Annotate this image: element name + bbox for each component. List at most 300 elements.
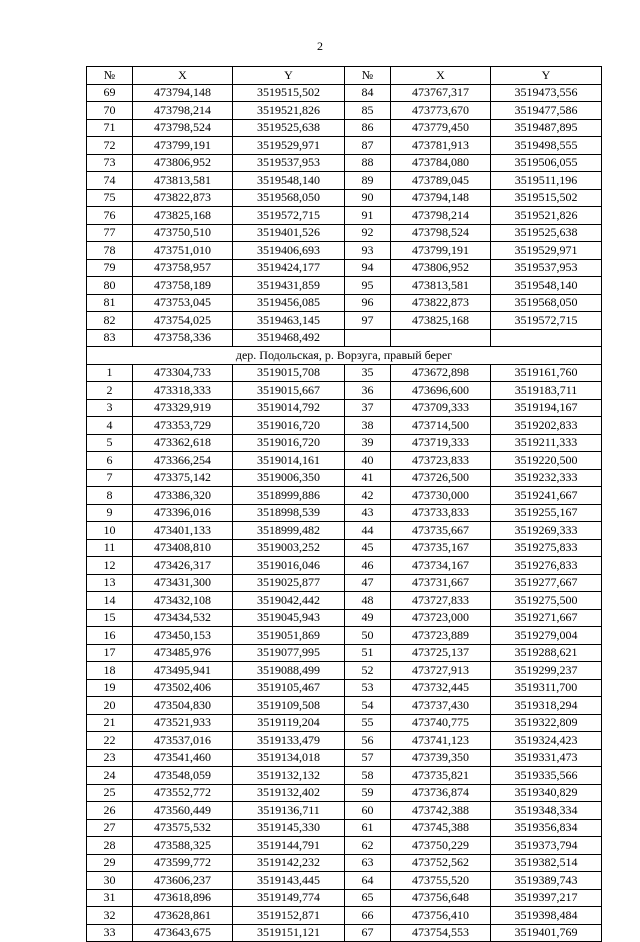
table-cell: 82 bbox=[87, 312, 133, 330]
table-cell: 473375,142 bbox=[133, 469, 233, 487]
table-cell: 473745,388 bbox=[391, 819, 491, 837]
table-cell: 63 bbox=[345, 854, 391, 872]
table-cell: 3519003,252 bbox=[233, 539, 345, 557]
table-row bbox=[87, 609, 602, 627]
table-row bbox=[87, 662, 602, 680]
table-cell: 3 bbox=[87, 399, 133, 417]
table-cell: 473643,675 bbox=[133, 924, 233, 942]
table-cell: 473750,229 bbox=[391, 837, 491, 855]
table-row bbox=[87, 154, 602, 172]
table-row bbox=[87, 504, 602, 522]
table-cell: 473401,133 bbox=[133, 522, 233, 540]
table-cell: 3519506,055 bbox=[491, 154, 602, 172]
table-cell: 473408,810 bbox=[133, 539, 233, 557]
table-cell: 3519142,232 bbox=[233, 854, 345, 872]
table-cell: 3518999,886 bbox=[233, 487, 345, 505]
table-cell: 473353,729 bbox=[133, 417, 233, 435]
table-cell: 8 bbox=[87, 487, 133, 505]
table-row bbox=[87, 277, 602, 295]
table-cell: 473727,833 bbox=[391, 592, 491, 610]
table-cell: 57 bbox=[345, 749, 391, 767]
table-cell: 55 bbox=[345, 714, 391, 732]
table-cell: 3519487,895 bbox=[491, 119, 602, 137]
table-cell: 473560,449 bbox=[133, 802, 233, 820]
table-cell: 473723,000 bbox=[391, 609, 491, 627]
table-cell: 76 bbox=[87, 207, 133, 225]
table-cell: 3519132,402 bbox=[233, 784, 345, 802]
table-row bbox=[87, 854, 602, 872]
block1-rows bbox=[87, 84, 602, 347]
table-cell: 473799,191 bbox=[391, 242, 491, 260]
table-cell: 3519275,500 bbox=[491, 592, 602, 610]
table-row bbox=[87, 102, 602, 120]
table-cell: 3519401,769 bbox=[491, 924, 602, 942]
table-cell: 473366,254 bbox=[133, 452, 233, 470]
table-row bbox=[87, 172, 602, 190]
table-cell: 473798,524 bbox=[391, 224, 491, 242]
table-cell: 3519109,508 bbox=[233, 697, 345, 715]
table-row bbox=[87, 732, 602, 750]
table-cell: 33 bbox=[87, 924, 133, 942]
table-cell: 473806,952 bbox=[391, 259, 491, 277]
table-cell: 11 bbox=[87, 539, 133, 557]
table-cell: 473495,941 bbox=[133, 662, 233, 680]
table-row bbox=[87, 312, 602, 330]
table-cell: 3519077,995 bbox=[233, 644, 345, 662]
table-cell: 3519051,869 bbox=[233, 627, 345, 645]
table-cell: 47 bbox=[345, 574, 391, 592]
table-cell: 3519511,196 bbox=[491, 172, 602, 190]
table-row bbox=[87, 697, 602, 715]
table-cell: 3519572,715 bbox=[491, 312, 602, 330]
table-cell bbox=[391, 329, 491, 347]
table-row bbox=[87, 364, 602, 382]
table-cell: 3519134,018 bbox=[233, 749, 345, 767]
column-header: X bbox=[133, 67, 233, 85]
table-cell: 65 bbox=[345, 889, 391, 907]
table-cell: 3519014,792 bbox=[233, 399, 345, 417]
table-cell: 3519498,555 bbox=[491, 137, 602, 155]
table-cell: 473756,410 bbox=[391, 907, 491, 925]
table-cell: 92 bbox=[345, 224, 391, 242]
table-cell: 3519340,829 bbox=[491, 784, 602, 802]
table-cell: 473618,896 bbox=[133, 889, 233, 907]
table-cell: 3519572,715 bbox=[233, 207, 345, 225]
table-cell: 473732,445 bbox=[391, 679, 491, 697]
table-cell: 3519288,621 bbox=[491, 644, 602, 662]
table-cell: 473548,059 bbox=[133, 767, 233, 785]
table-cell: 74 bbox=[87, 172, 133, 190]
table-cell: 473741,123 bbox=[391, 732, 491, 750]
table-cell: 90 bbox=[345, 189, 391, 207]
table-row bbox=[87, 714, 602, 732]
table-cell: 3519194,167 bbox=[491, 399, 602, 417]
table-cell: 3519431,859 bbox=[233, 277, 345, 295]
table-cell: 473714,500 bbox=[391, 417, 491, 435]
table-cell: 3519525,638 bbox=[233, 119, 345, 137]
table-cell: 25 bbox=[87, 784, 133, 802]
table-cell: 473588,325 bbox=[133, 837, 233, 855]
table-cell: 3519348,334 bbox=[491, 802, 602, 820]
table-cell: 3519548,140 bbox=[491, 277, 602, 295]
table-cell: 473450,153 bbox=[133, 627, 233, 645]
table-cell: 3519537,953 bbox=[491, 259, 602, 277]
table-cell: 3519468,492 bbox=[233, 329, 345, 347]
table-cell: 473784,080 bbox=[391, 154, 491, 172]
table-cell: 3519276,833 bbox=[491, 557, 602, 575]
table-cell: 3519324,423 bbox=[491, 732, 602, 750]
table-cell: 473537,016 bbox=[133, 732, 233, 750]
table-cell: 473781,913 bbox=[391, 137, 491, 155]
table-row bbox=[87, 889, 602, 907]
table-row bbox=[87, 574, 602, 592]
table-cell: 3519529,971 bbox=[491, 242, 602, 260]
table-cell: 3519521,826 bbox=[491, 207, 602, 225]
table-row bbox=[87, 242, 602, 260]
table-cell: 473318,333 bbox=[133, 382, 233, 400]
table-cell: 3519143,445 bbox=[233, 872, 345, 890]
table-cell: 3519016,720 bbox=[233, 434, 345, 452]
table-cell: 67 bbox=[345, 924, 391, 942]
table-cell: 473362,618 bbox=[133, 434, 233, 452]
table-cell: 473739,350 bbox=[391, 749, 491, 767]
table-cell: 16 bbox=[87, 627, 133, 645]
table-row bbox=[87, 207, 602, 225]
table-cell: 473329,919 bbox=[133, 399, 233, 417]
table-cell: 473386,320 bbox=[133, 487, 233, 505]
table-cell: 91 bbox=[345, 207, 391, 225]
table-cell: 3519568,050 bbox=[233, 189, 345, 207]
table-cell: 3519548,140 bbox=[233, 172, 345, 190]
table-row bbox=[87, 644, 602, 662]
table-row bbox=[87, 837, 602, 855]
table-cell: 473726,500 bbox=[391, 469, 491, 487]
table-cell: 19 bbox=[87, 679, 133, 697]
table-cell: 3519202,833 bbox=[491, 417, 602, 435]
table-row bbox=[87, 924, 602, 942]
table-cell: 473304,733 bbox=[133, 364, 233, 382]
table-cell: 473606,237 bbox=[133, 872, 233, 890]
section-title-row bbox=[87, 347, 602, 365]
column-header: X bbox=[391, 67, 491, 85]
table-cell: 3519525,638 bbox=[491, 224, 602, 242]
table-cell: 50 bbox=[345, 627, 391, 645]
table-cell: 473599,772 bbox=[133, 854, 233, 872]
table-cell: 3519277,667 bbox=[491, 574, 602, 592]
table-cell: 3519335,566 bbox=[491, 767, 602, 785]
table-cell: 37 bbox=[345, 399, 391, 417]
table-cell: 14 bbox=[87, 592, 133, 610]
table-cell: 3519537,953 bbox=[233, 154, 345, 172]
table-row bbox=[87, 749, 602, 767]
table-cell: 56 bbox=[345, 732, 391, 750]
table-row bbox=[87, 487, 602, 505]
table-cell: 3519318,294 bbox=[491, 697, 602, 715]
block2-rows bbox=[87, 364, 602, 942]
table-cell: 72 bbox=[87, 137, 133, 155]
table-cell: 3519456,085 bbox=[233, 294, 345, 312]
table-cell: 71 bbox=[87, 119, 133, 137]
table-row bbox=[87, 417, 602, 435]
table-cell: 3519088,499 bbox=[233, 662, 345, 680]
table-cell: 473798,214 bbox=[133, 102, 233, 120]
table-cell: 3519105,467 bbox=[233, 679, 345, 697]
table-cell: 3519473,556 bbox=[491, 84, 602, 102]
table-cell: 38 bbox=[345, 417, 391, 435]
table-cell: 86 bbox=[345, 119, 391, 137]
table-cell: 3519311,700 bbox=[491, 679, 602, 697]
table-cell: 473822,873 bbox=[391, 294, 491, 312]
table-cell: 473798,524 bbox=[133, 119, 233, 137]
table-cell: 3519152,871 bbox=[233, 907, 345, 925]
table-cell: 9 bbox=[87, 504, 133, 522]
table-cell: 48 bbox=[345, 592, 391, 610]
table-cell: 4 bbox=[87, 417, 133, 435]
table-cell: 473735,667 bbox=[391, 522, 491, 540]
table-cell: 473753,045 bbox=[133, 294, 233, 312]
table-cell: 3519397,217 bbox=[491, 889, 602, 907]
table-cell: 78 bbox=[87, 242, 133, 260]
table-cell: 473502,406 bbox=[133, 679, 233, 697]
table-cell: 473734,167 bbox=[391, 557, 491, 575]
table-cell: 3519045,943 bbox=[233, 609, 345, 627]
table-cell: 3519151,121 bbox=[233, 924, 345, 942]
table-cell: 473754,553 bbox=[391, 924, 491, 942]
table-cell: 7 bbox=[87, 469, 133, 487]
table-cell: 53 bbox=[345, 679, 391, 697]
table-cell: 3519406,693 bbox=[233, 242, 345, 260]
table-cell: 3519515,502 bbox=[233, 84, 345, 102]
table-cell: 12 bbox=[87, 557, 133, 575]
table-cell: 473432,108 bbox=[133, 592, 233, 610]
table-cell: 23 bbox=[87, 749, 133, 767]
table-cell: 69 bbox=[87, 84, 133, 102]
table-cell: 473731,667 bbox=[391, 574, 491, 592]
table-cell: 95 bbox=[345, 277, 391, 295]
table-cell: 3519016,046 bbox=[233, 557, 345, 575]
table-cell: 473552,772 bbox=[133, 784, 233, 802]
table-row bbox=[87, 189, 602, 207]
table-cell: 3519016,720 bbox=[233, 417, 345, 435]
table-cell: 3519269,333 bbox=[491, 522, 602, 540]
table-cell: 3519515,502 bbox=[491, 189, 602, 207]
table-cell: 3519255,167 bbox=[491, 504, 602, 522]
table-cell: 473751,010 bbox=[133, 242, 233, 260]
table-cell: 3519299,237 bbox=[491, 662, 602, 680]
table-cell: 18 bbox=[87, 662, 133, 680]
table-row bbox=[87, 469, 602, 487]
table-cell: 3519133,479 bbox=[233, 732, 345, 750]
table-cell: 3519279,004 bbox=[491, 627, 602, 645]
section-title-group bbox=[87, 347, 602, 365]
table-cell: 96 bbox=[345, 294, 391, 312]
table-cell: 3518999,482 bbox=[233, 522, 345, 540]
table-cell: 473733,833 bbox=[391, 504, 491, 522]
table-cell: 3519015,708 bbox=[233, 364, 345, 382]
table-cell: 3519211,333 bbox=[491, 434, 602, 452]
table-cell: 3519042,442 bbox=[233, 592, 345, 610]
table-cell: 473504,830 bbox=[133, 697, 233, 715]
table-cell: 473725,137 bbox=[391, 644, 491, 662]
table-cell: 27 bbox=[87, 819, 133, 837]
table-cell: 473822,873 bbox=[133, 189, 233, 207]
table-cell: 3519183,711 bbox=[491, 382, 602, 400]
table-cell: 10 bbox=[87, 522, 133, 540]
table-cell: 45 bbox=[345, 539, 391, 557]
table-cell: 473709,333 bbox=[391, 399, 491, 417]
table-cell: 87 bbox=[345, 137, 391, 155]
column-header: № bbox=[345, 67, 391, 85]
table-cell: 473723,889 bbox=[391, 627, 491, 645]
table-cell: 20 bbox=[87, 697, 133, 715]
table-cell: 58 bbox=[345, 767, 391, 785]
table-cell: 3519356,834 bbox=[491, 819, 602, 837]
table-cell: 3519132,132 bbox=[233, 767, 345, 785]
table-cell: 473825,168 bbox=[391, 312, 491, 330]
table-cell: 473727,913 bbox=[391, 662, 491, 680]
table-cell: 54 bbox=[345, 697, 391, 715]
table-cell: 3519136,711 bbox=[233, 802, 345, 820]
table-cell: 473806,952 bbox=[133, 154, 233, 172]
table-cell: 473735,167 bbox=[391, 539, 491, 557]
table-cell: 473575,532 bbox=[133, 819, 233, 837]
table-row bbox=[87, 557, 602, 575]
table-cell: 473755,520 bbox=[391, 872, 491, 890]
table-cell: 473798,214 bbox=[391, 207, 491, 225]
table-cell: 30 bbox=[87, 872, 133, 890]
table-cell: 46 bbox=[345, 557, 391, 575]
table-cell: 3519006,350 bbox=[233, 469, 345, 487]
table-cell: 3519401,526 bbox=[233, 224, 345, 242]
table-row bbox=[87, 539, 602, 557]
table-cell: 21 bbox=[87, 714, 133, 732]
column-header: Y bbox=[491, 67, 602, 85]
table-cell: 3519477,586 bbox=[491, 102, 602, 120]
table-cell: 3519463,145 bbox=[233, 312, 345, 330]
table-cell: 473723,833 bbox=[391, 452, 491, 470]
table-cell: 2 bbox=[87, 382, 133, 400]
table-cell: 3519232,333 bbox=[491, 469, 602, 487]
table-cell: 17 bbox=[87, 644, 133, 662]
table-cell: 473431,300 bbox=[133, 574, 233, 592]
table-cell: 473789,045 bbox=[391, 172, 491, 190]
table-cell: 3519389,743 bbox=[491, 872, 602, 890]
table-cell: 3519568,050 bbox=[491, 294, 602, 312]
table-cell: 60 bbox=[345, 802, 391, 820]
table-cell: 3519145,330 bbox=[233, 819, 345, 837]
table-cell: 94 bbox=[345, 259, 391, 277]
table-cell: 3519014,161 bbox=[233, 452, 345, 470]
table-cell: 3519275,833 bbox=[491, 539, 602, 557]
table-cell: 13 bbox=[87, 574, 133, 592]
table-cell: 81 bbox=[87, 294, 133, 312]
table-cell: 473742,388 bbox=[391, 802, 491, 820]
table-header-row bbox=[87, 67, 602, 85]
table-cell: 24 bbox=[87, 767, 133, 785]
table-cell: 473426,317 bbox=[133, 557, 233, 575]
table-cell: 3519322,809 bbox=[491, 714, 602, 732]
column-header: № bbox=[87, 67, 133, 85]
table-cell: 473730,000 bbox=[391, 487, 491, 505]
table-cell: 5 bbox=[87, 434, 133, 452]
table-cell: 36 bbox=[345, 382, 391, 400]
coordinates-table bbox=[86, 66, 602, 942]
table-cell: 26 bbox=[87, 802, 133, 820]
table-cell: 473672,898 bbox=[391, 364, 491, 382]
table-cell: 473719,333 bbox=[391, 434, 491, 452]
table-cell: 3519241,667 bbox=[491, 487, 602, 505]
table-cell: 3519220,500 bbox=[491, 452, 602, 470]
table-cell: 28 bbox=[87, 837, 133, 855]
table-row bbox=[87, 907, 602, 925]
table-cell: 42 bbox=[345, 487, 391, 505]
table-cell: 473767,317 bbox=[391, 84, 491, 102]
table-row bbox=[87, 679, 602, 697]
table-cell: 3519144,791 bbox=[233, 837, 345, 855]
table-cell: 473485,976 bbox=[133, 644, 233, 662]
table-cell: 84 bbox=[345, 84, 391, 102]
table-row bbox=[87, 872, 602, 890]
table-cell: 79 bbox=[87, 259, 133, 277]
table-cell: 3519271,667 bbox=[491, 609, 602, 627]
table-cell: 89 bbox=[345, 172, 391, 190]
table-row bbox=[87, 399, 602, 417]
table-cell: 473740,775 bbox=[391, 714, 491, 732]
table-cell: 473758,336 bbox=[133, 329, 233, 347]
table-cell: 51 bbox=[345, 644, 391, 662]
table-cell: 473779,450 bbox=[391, 119, 491, 137]
table-cell: 75 bbox=[87, 189, 133, 207]
table-row bbox=[87, 294, 602, 312]
table-cell: 3519529,971 bbox=[233, 137, 345, 155]
table-cell: 473813,581 bbox=[391, 277, 491, 295]
table-cell: 6 bbox=[87, 452, 133, 470]
table-cell: 3519161,760 bbox=[491, 364, 602, 382]
table-row bbox=[87, 819, 602, 837]
table-cell: 40 bbox=[345, 452, 391, 470]
table-cell: 473396,016 bbox=[133, 504, 233, 522]
table-cell: 41 bbox=[345, 469, 391, 487]
table-cell: 473799,191 bbox=[133, 137, 233, 155]
table-cell: 3519382,514 bbox=[491, 854, 602, 872]
table-cell: 29 bbox=[87, 854, 133, 872]
table-row bbox=[87, 259, 602, 277]
table-cell: 473813,581 bbox=[133, 172, 233, 190]
table-cell: 3519424,177 bbox=[233, 259, 345, 277]
table-cell: 83 bbox=[87, 329, 133, 347]
table-cell: 473825,168 bbox=[133, 207, 233, 225]
table-cell: 473737,430 bbox=[391, 697, 491, 715]
table-row bbox=[87, 329, 602, 347]
table-row bbox=[87, 784, 602, 802]
table-cell: 39 bbox=[345, 434, 391, 452]
table-cell: 473750,510 bbox=[133, 224, 233, 242]
table-cell: 473736,874 bbox=[391, 784, 491, 802]
table-row bbox=[87, 434, 602, 452]
table-cell: 49 bbox=[345, 609, 391, 627]
table-row bbox=[87, 627, 602, 645]
table-cell: 31 bbox=[87, 889, 133, 907]
table-cell: 35 bbox=[345, 364, 391, 382]
table-cell: 44 bbox=[345, 522, 391, 540]
table-cell: 97 bbox=[345, 312, 391, 330]
table-cell: 64 bbox=[345, 872, 391, 890]
table-cell: 32 bbox=[87, 907, 133, 925]
table-cell: 473773,670 bbox=[391, 102, 491, 120]
table-cell: 15 bbox=[87, 609, 133, 627]
table-cell: 473794,148 bbox=[391, 189, 491, 207]
table-cell: 66 bbox=[345, 907, 391, 925]
